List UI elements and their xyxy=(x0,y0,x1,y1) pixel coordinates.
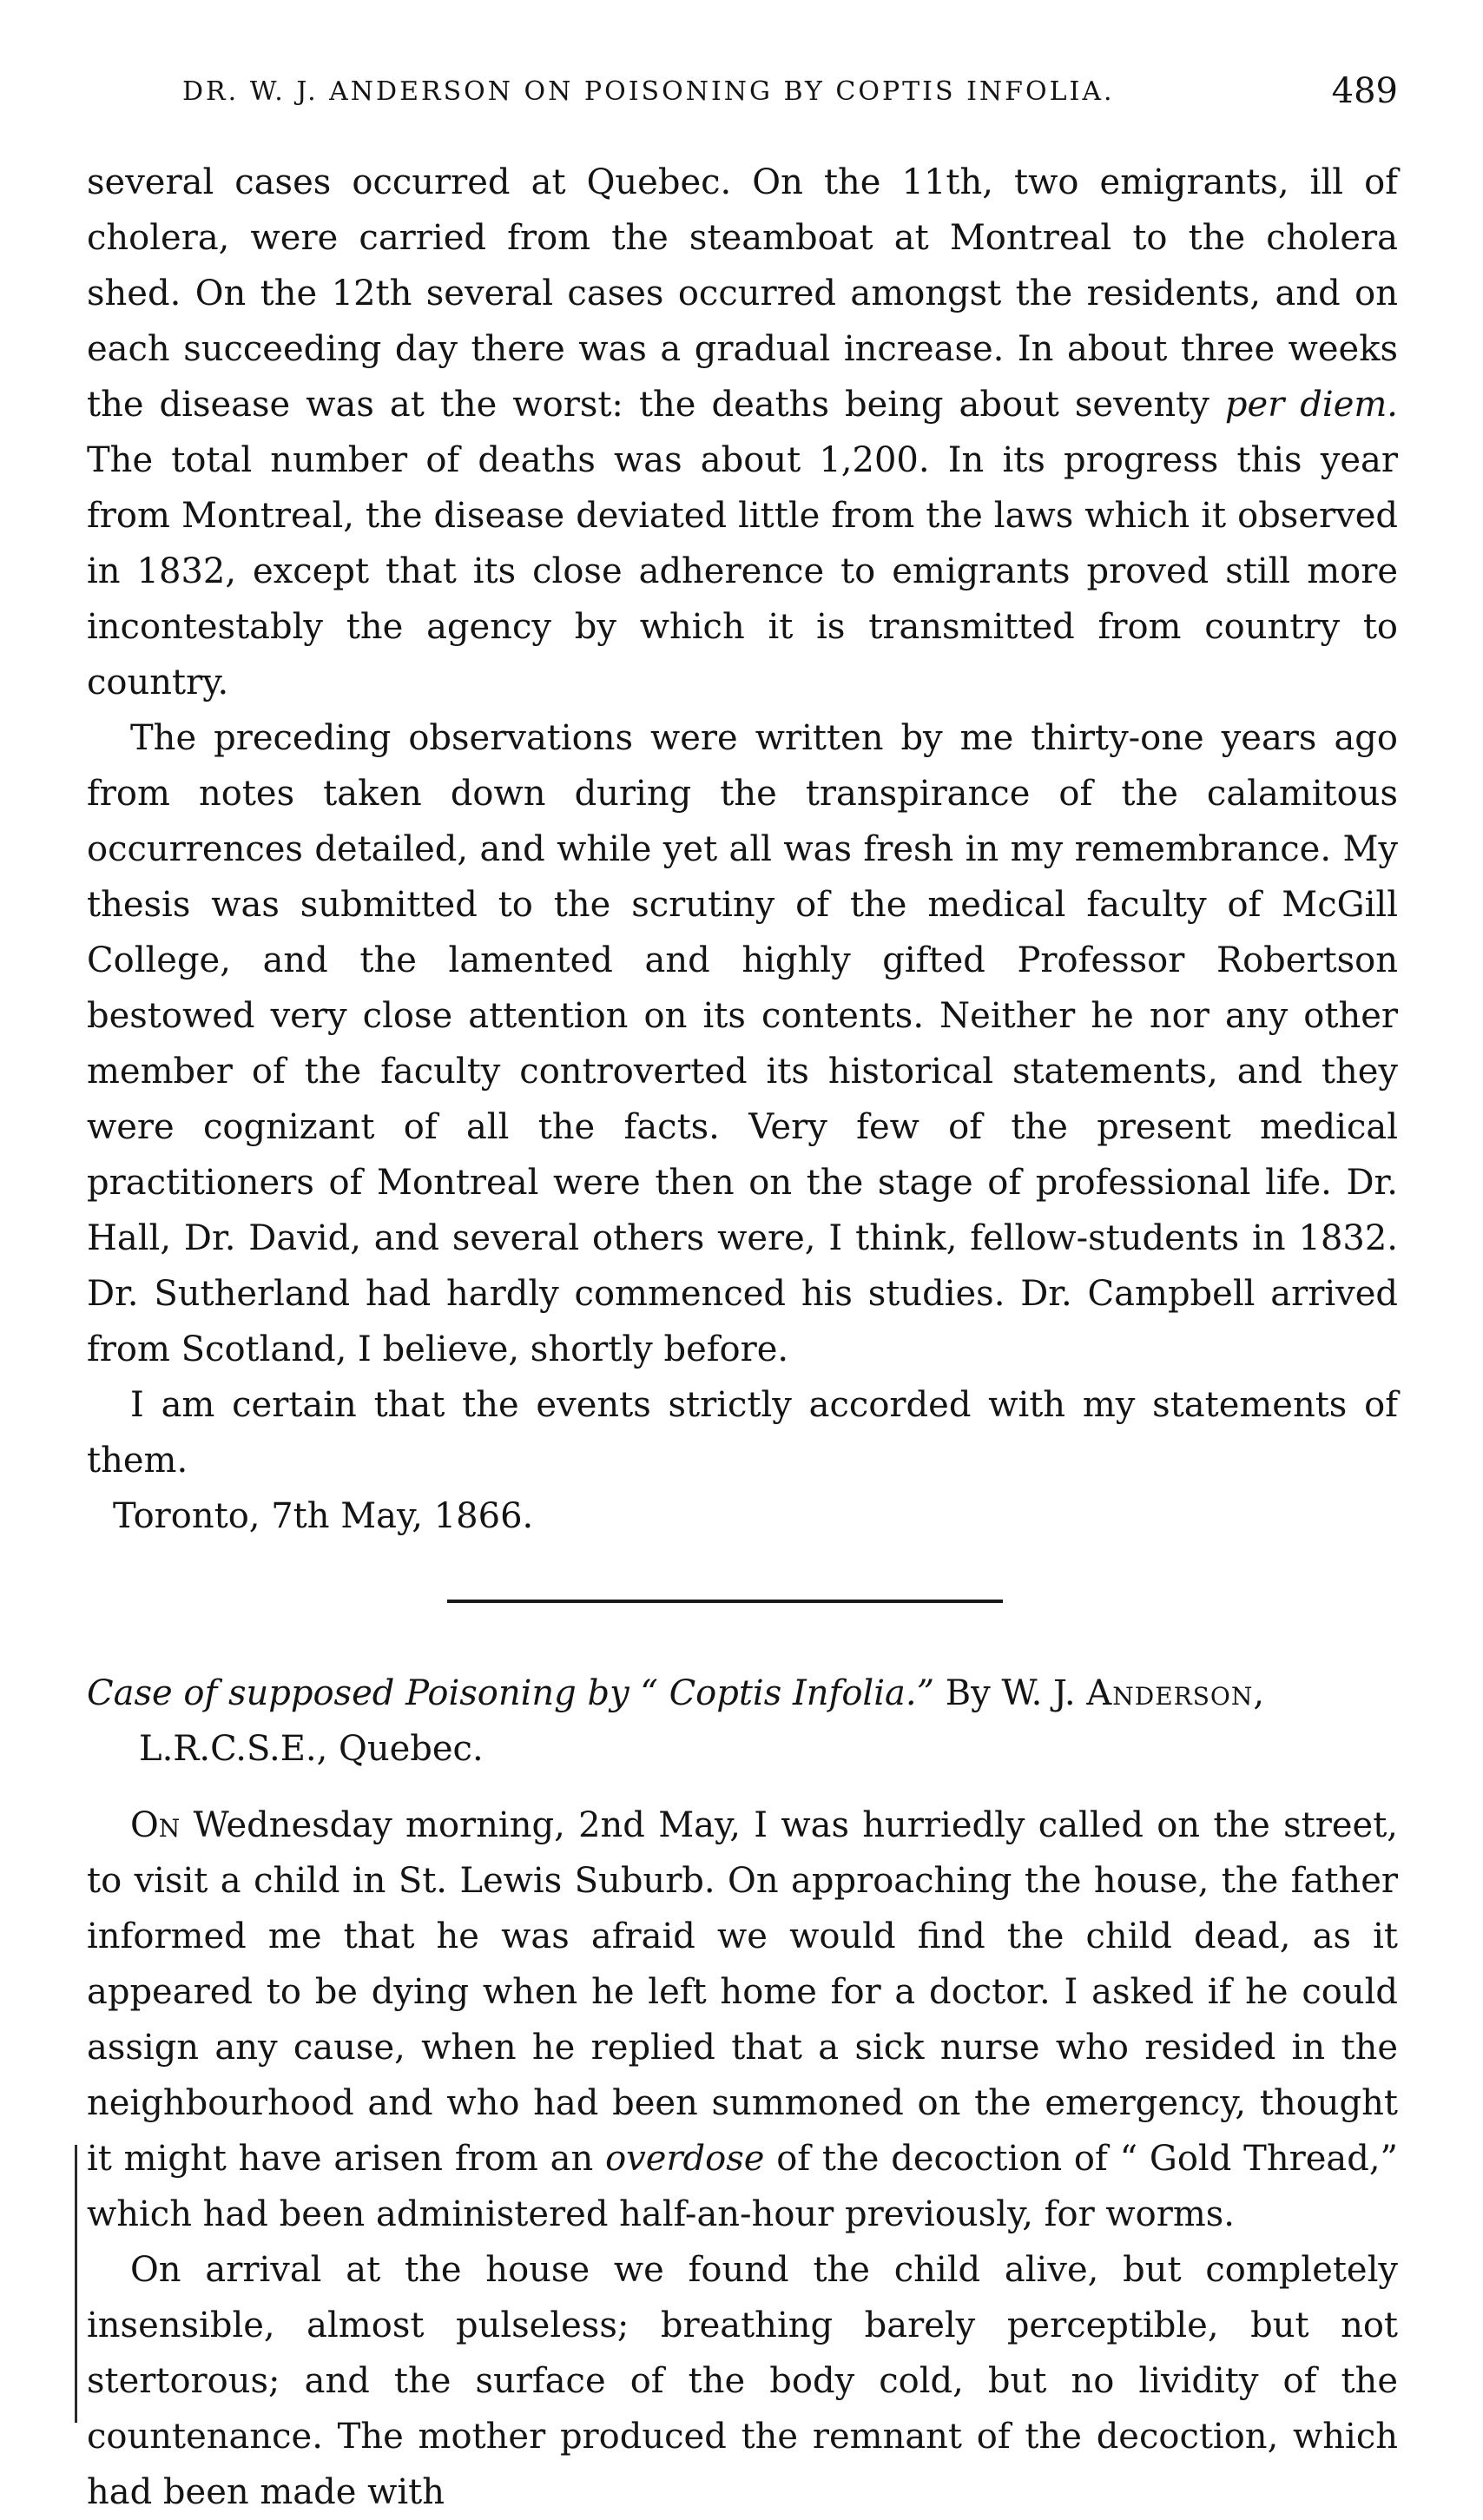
paragraph-text: several cases occurred at Quebec. On the 11th, two emigrants, ill of cholera, were carried from the steamboat at Montreal to the cholera shed. On the 12th several cases occurred amongst the residents, and on each succeeding day there was a gradual increase. In about three weeks the disease was at the worst: the deaths being about seventy xyxy=(87,162,1398,425)
author-name: Anderson, xyxy=(1086,1673,1266,1713)
margin-line xyxy=(75,2145,77,2423)
dateline: Toronto, 7th May, 1866. xyxy=(113,1496,534,1536)
paragraph-text: Wednesday morning, 2nd May, I was hurriedly called on the street, to visit a child in St. Lewis Suburb. On approaching the house, the father informed me that he was afraid we would find the child dead, as it appeared to be dying when he left home for a doctor. I asked if he could assign any cause, when he replied that a sick nurse who resided in the neighbourhood and who had been summoned on the emergency, thought it might have arisen from an xyxy=(87,1805,1399,2179)
author-credentials: L.R.C.S.E., Quebec. xyxy=(139,1729,484,1769)
running-head xyxy=(87,71,1398,123)
article-heading xyxy=(87,1666,1398,1777)
running-title: DR. W. J. ANDERSON ON POISONING BY COPTIS INFOLIA. xyxy=(182,76,1115,107)
byline-by: By W. J. xyxy=(945,1673,1076,1713)
paragraph xyxy=(87,1798,1398,2242)
paragraph-text: of the decoction of “ Gold Thread,” which had been administered half-an-hour previously, for worms. xyxy=(87,2139,1398,2234)
emphasis-word: overdose xyxy=(605,2139,765,2179)
section-divider xyxy=(447,1600,1003,1603)
body-text xyxy=(87,155,1398,2520)
article-title: Case of supposed Poisoning by “ Coptis Infolia.” xyxy=(87,1673,935,1713)
paragraph-continued xyxy=(87,155,1398,710)
opening-word: On xyxy=(130,1805,181,1845)
latin-phrase: per diem. xyxy=(1224,385,1399,425)
paragraph: The preceding observations were written by me thirty-one years ago from notes taken down during the transpirance of the calamitous occurrences detailed, and while yet all was fresh in my remembrance. My thesis was submitted to the scrutiny of the medical faculty of McGill College, and the lamented and highly gifted Professor Robertson bestowed very close attention on its contents. Neither he nor any other member of the faculty controverted its historical statements, and they were cognizant of all the facts. Very few of the present medical practitioners of Montreal were then on the stage of professional life. Dr. Hall, Dr. David, and several others were, I think, fellow-students in 1832. Dr. Sutherland had hardly commenced his studies. Dr. Campbell arrived from Scotland, I believe, shortly before. xyxy=(87,718,1398,1369)
paragraph: On arrival at the house we found the child alive, but completely insensible, almost pulseless; breathing barely perceptible, but not stertorous; and the surface of the body cold, but no lividity of the countenance. The mother produced the remnant of the decoction, which had been made with xyxy=(87,2250,1398,2512)
page-number: 489 xyxy=(1331,71,1398,111)
paragraph: I am certain that the events strictly accorded with my statements of them. xyxy=(87,1385,1398,1481)
paragraph-text: The total number of deaths was about 1,200. In its progress this year from Montreal, the disease deviated little from the laws which it observed in 1832, except that its close adherence to emigrants proved still more incontestably the agency by which it is transmitted from country to country. xyxy=(87,440,1398,703)
